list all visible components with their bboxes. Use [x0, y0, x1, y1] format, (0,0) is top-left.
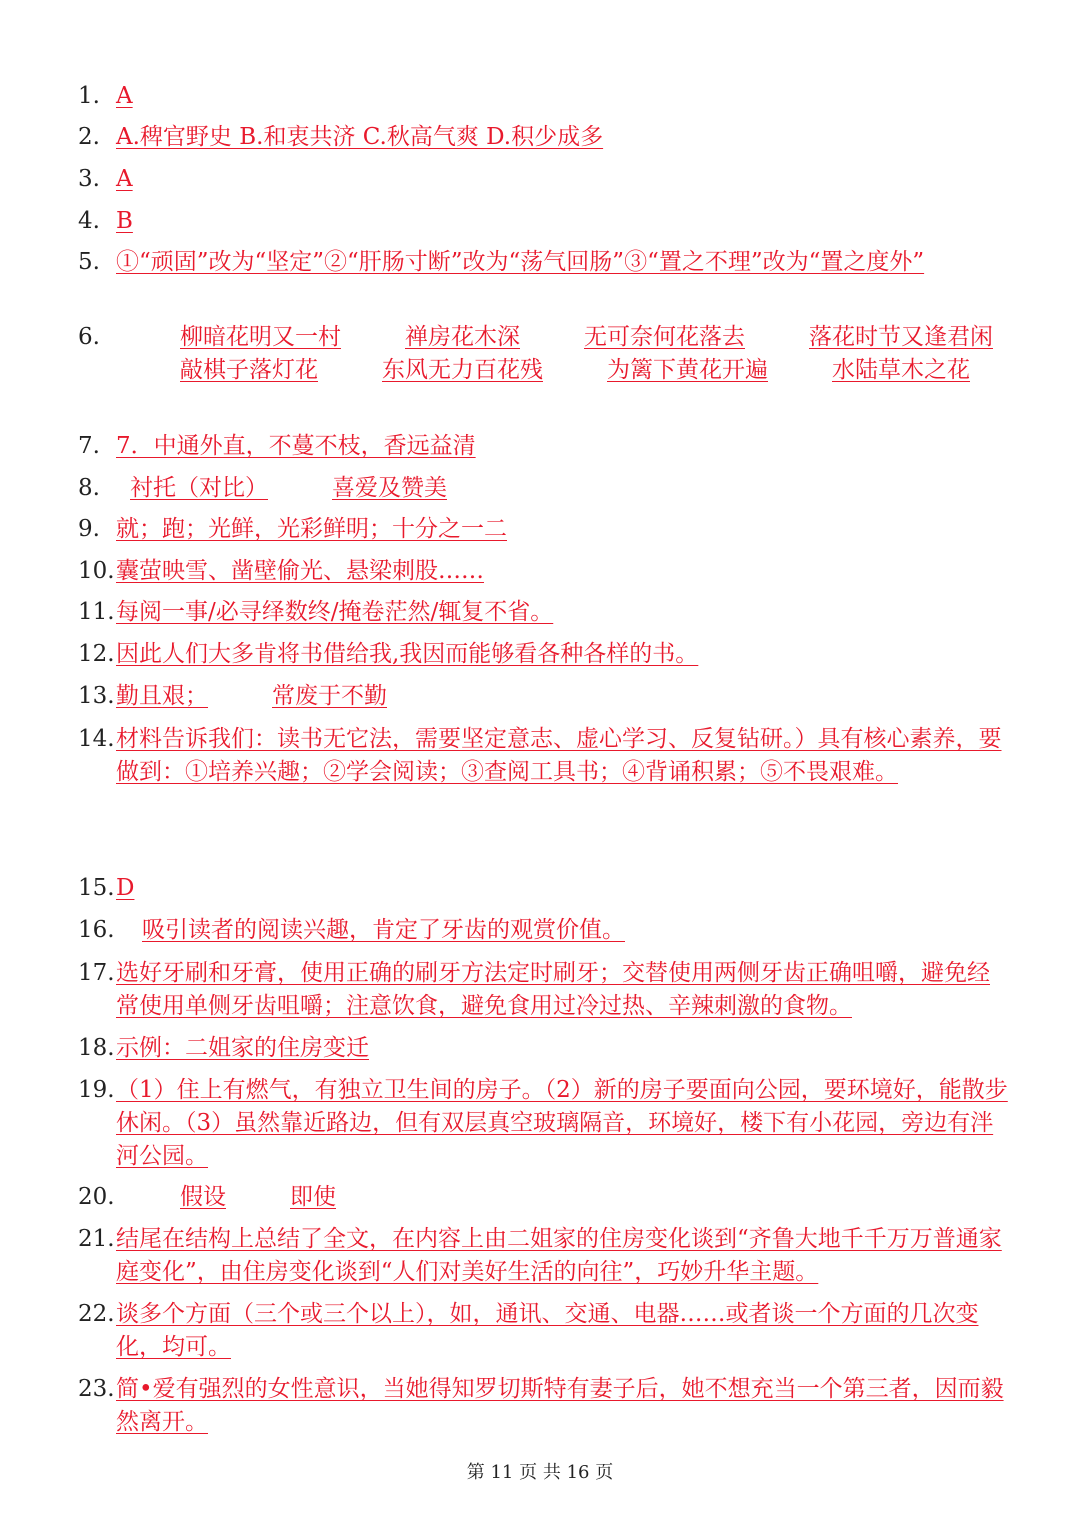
- answer-text: A.稗官野史 B.和衷共济 C.秋高气爽 D.积少成多: [116, 124, 604, 150]
- answer-item: [78, 163, 1008, 196]
- answer-text: B: [116, 208, 133, 234]
- answer-item: [78, 321, 1008, 387]
- page-footer: [0, 1458, 1080, 1484]
- answer-text: D: [116, 875, 135, 901]
- answer-text: （1）住上有燃气，有独立卫生间的房子。（2）新的房子要面向公园，要环境好，能散步休闲。（3）虽然靠近路边，但有双层真空玻璃隔音，环境好，楼下有小花园，旁边有泮河公园。: [116, 1077, 1008, 1169]
- answer-item: [78, 638, 1008, 671]
- answer-number: 12.: [78, 641, 115, 667]
- answer-item: [78, 680, 1008, 713]
- answer-text: 结尾在结构上总结了全文，在内容上由二姐家的住房变化谈到“齐鲁大地千千万万普通家庭变化”，由住房变化谈到“人们对美好生活的向往”，巧妙升华主题。: [116, 1226, 1002, 1285]
- answer-text: 每阅一事/必寻绎数终/掩卷茫然/辄复不省。: [116, 599, 554, 625]
- answer-item: [78, 555, 1008, 588]
- answer-segment: 即使: [290, 1184, 336, 1210]
- answer-item: [78, 723, 1008, 789]
- answer-text: 谈多个方面（三个或三个以上），如，通讯、交通、电器……或者谈一个方面的几次变化，均可。: [116, 1301, 979, 1360]
- answer-text: ①“顽固”改为“坚定”②“肝肠寸断”改为“荡气回肠”③“置之不理”改为“置之度外”: [116, 249, 925, 275]
- answer-item: [78, 1181, 1008, 1214]
- footer-middle: 页 共: [519, 1462, 561, 1483]
- answer-text: 7．中通外直，不蔓不枝，香远益清: [116, 433, 476, 459]
- answer-text: [116, 472, 1008, 505]
- answer-number: 4.: [78, 208, 100, 234]
- answer-number: 8.: [78, 475, 100, 501]
- answer-number: 14.: [78, 726, 115, 752]
- answer-segment: 常废于不勤: [272, 683, 387, 709]
- answer-item: [78, 472, 1008, 505]
- answer-number: 19.: [78, 1077, 115, 1103]
- answer-segment: 东风无力百花残: [382, 357, 543, 383]
- answer-text: 示例：二姐家的住房变迁: [116, 1035, 369, 1061]
- footer-page-number: 11: [490, 1462, 514, 1483]
- answer-number: 11.: [78, 599, 115, 625]
- answer-item: [78, 1298, 1008, 1364]
- answer-segment: 为篱下黄花开遍: [607, 357, 768, 383]
- answer-segment: 假设: [180, 1184, 226, 1210]
- answer-text: A: [116, 166, 133, 192]
- answer-number: 9.: [78, 516, 100, 542]
- answer-item: [78, 1223, 1008, 1289]
- answer-segment: 落花时节又逢君: [809, 324, 970, 350]
- answer-item: [78, 1032, 1008, 1065]
- answer-number: 13.: [78, 683, 115, 709]
- answer-number: 10.: [78, 558, 115, 584]
- answer-number: 6.: [78, 324, 100, 350]
- answer-item: [78, 513, 1008, 546]
- answer-text: 因此人们大多肯将书借给我,我因而能够看各种各样的书。: [116, 641, 699, 667]
- footer-prefix: 第: [466, 1462, 485, 1483]
- answer-item: [78, 121, 1008, 154]
- answer-item: [78, 205, 1008, 238]
- answer-item: [78, 1373, 1008, 1439]
- answer-item: [78, 914, 1008, 947]
- answer-number: 22.: [78, 1301, 115, 1327]
- answer-text: [116, 680, 1008, 713]
- answer-text: 材料告诉我们：读书无它法，需要坚定意志、虚心学习、反复钻研。）具有核心素养，要做到：①培养兴趣；②学会阅读；③查阅工具书；④背诵积累；⑤不畏艰难。: [116, 726, 1002, 785]
- answer-item: [78, 1074, 1008, 1173]
- answer-segment: 无可奈何花落去: [584, 324, 745, 350]
- answer-item: [78, 957, 1008, 1023]
- answer-number: 16.: [78, 917, 115, 943]
- answer-text: [116, 1181, 1008, 1214]
- answer-item: [78, 246, 1008, 279]
- answer-text: A: [116, 83, 133, 109]
- answer-number: 7.: [78, 433, 100, 459]
- answer-number: 17.: [78, 960, 115, 986]
- answer-number: 2.: [78, 124, 100, 150]
- footer-suffix: 页: [595, 1462, 614, 1483]
- answer-segment: 闲敲棋子落灯花: [180, 324, 993, 383]
- answer-number: 23.: [78, 1376, 115, 1402]
- answer-text: [116, 321, 1008, 387]
- answer-number: 21.: [78, 1226, 115, 1252]
- answer-segment: 勤且艰；: [116, 683, 208, 709]
- answer-segment: 禅房花木深: [405, 324, 520, 350]
- answer-item: [78, 596, 1008, 629]
- answer-segment: 柳暗花明又一村: [180, 324, 341, 350]
- answer-item: [78, 430, 1008, 463]
- answer-number: 1.: [78, 83, 100, 109]
- answer-number: 20.: [78, 1184, 115, 1210]
- answer-item: [78, 872, 1008, 905]
- answer-number: 5.: [78, 249, 100, 275]
- answer-segment: 衬托（对比）: [130, 475, 268, 501]
- footer-total-pages: 16: [566, 1462, 590, 1483]
- answer-item: [78, 80, 1008, 113]
- answer-text: 囊萤映雪、凿壁偷光、悬梁刺股……: [116, 558, 484, 584]
- answer-number: 15.: [78, 875, 115, 901]
- answer-text: 就；跑；光鲜，光彩鲜明；十分之一二: [116, 516, 507, 542]
- answer-number: 3.: [78, 166, 100, 192]
- answer-segment: 喜爱及赞美: [332, 475, 447, 501]
- answer-text: 选好牙刷和牙膏，使用正确的刷牙方法定时刷牙；交替使用两侧牙齿正确咀嚼，避免经常使用单侧牙齿咀嚼；注意饮食，避免食用过冷过热、辛辣刺激的食物。: [116, 960, 990, 1019]
- answer-segment: 水陆草木之花: [832, 357, 970, 383]
- answer-text: 吸引读者的阅读兴趣，肯定了牙齿的观赏价值。: [142, 917, 625, 943]
- answer-number: 18.: [78, 1035, 115, 1061]
- answer-text: 简•爱有强烈的女性意识，当她得知罗切斯特有妻子后，她不想充当一个第三者，因而毅然离开。: [116, 1376, 1004, 1435]
